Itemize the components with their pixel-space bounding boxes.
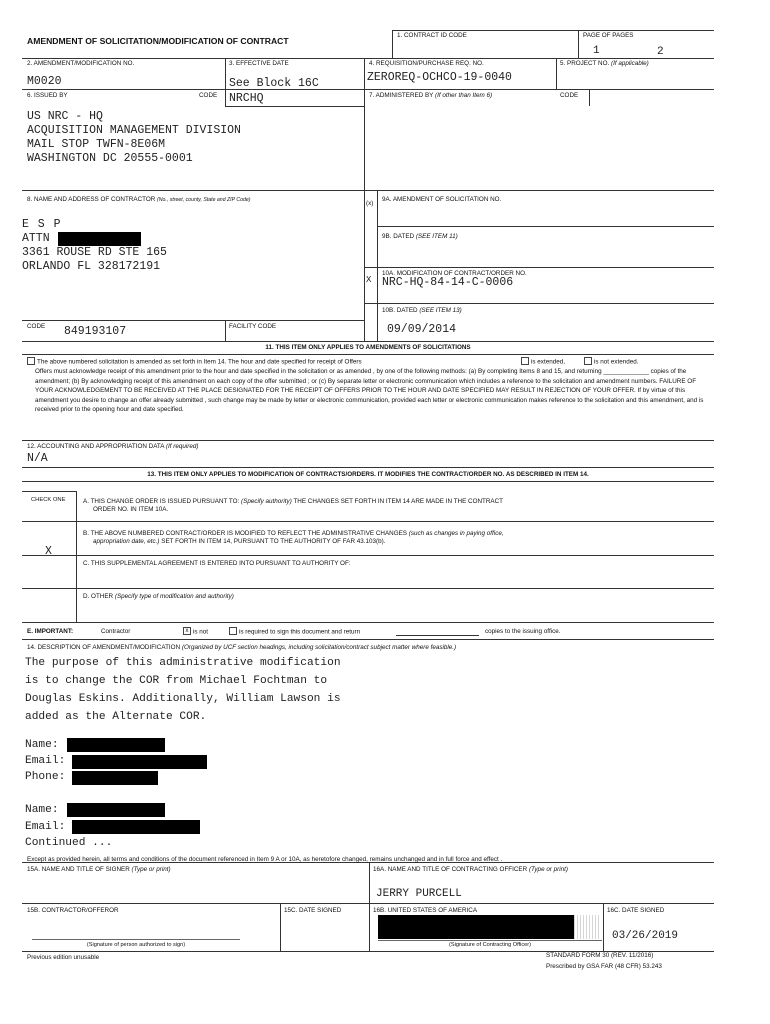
contact-name-label: Name: [25, 739, 59, 751]
item13-a-line2: ORDER NO. IN ITEM 10A. [93, 506, 169, 513]
important-copies: copies to the issuing office. [485, 628, 561, 635]
project-no-label: 5. PROJECT NO. (If applicable) [560, 60, 649, 67]
accounting-value: N/A [27, 452, 48, 465]
officer-name-value: JERRY PURCELL [376, 888, 462, 900]
item13-b-check-mark: X [45, 545, 52, 558]
item13-header: 13. THIS ITEM ONLY APPLIES TO MODIFICATION OF CONTRACTS/ORDERS. IT MODIFIES THE CONTRACT/ORDER NO. AS DESCRIBED IN ITEM 14. [147, 471, 589, 478]
description-line: Douglas Eskins. Additionally, William Lawson is [25, 693, 341, 705]
signature-field-stripes [574, 915, 600, 939]
item11-extended: is extended, [521, 358, 565, 367]
except-text: Except as provided herein, all terms and conditions of the document referenced in Item 9 A or 10A, as heretofore changed, remains unchanged and in full force and effect . [27, 856, 503, 863]
amendment-no-label: 2. AMENDMENT/MODIFICATION NO. [27, 60, 135, 67]
officer-signature-caption: (Signature of Contracting Officer) [449, 942, 531, 948]
address-line: WASHINGTON DC 20555-0001 [27, 152, 193, 165]
contact-email-label: Email: [25, 755, 66, 767]
issued-by-label: 6. ISSUED BY [27, 92, 68, 99]
amendment-no-value: M0020 [27, 75, 62, 88]
contact-phone-label: Phone: [25, 771, 66, 783]
signer-name-label: 15A. NAME AND TITLE OF SIGNER (Type or print) [27, 866, 171, 873]
address-line: US NRC - HQ [27, 110, 103, 123]
item11-not-extended: is not extended. [584, 358, 638, 367]
contact-name-label: Name: [25, 804, 59, 816]
redaction-block [72, 755, 207, 769]
address-line: ORLANDO FL 328172191 [22, 260, 161, 273]
address-line: 3361 ROUSE RD STE 165 [22, 246, 167, 259]
form-title: AMENDMENT OF SOLICITATION/MODIFICATION OF CONTRACT [27, 36, 289, 46]
important-is-not: x is not [183, 628, 208, 637]
item13-b-line2: appropriation date, etc.) SET FORTH IN ITEM 14, PURSUANT TO THE AUTHORITY OF FAR 43.103(b). [93, 538, 386, 545]
redaction-block [58, 232, 141, 246]
item13-d: D. OTHER (Specify type of modification and authority) [83, 593, 234, 600]
issued-by-code-label: CODE [199, 92, 218, 99]
contract-id-code-label: 1. CONTRACT ID CODE [397, 32, 467, 39]
important-is-required: is required to sign this document and return [229, 628, 360, 637]
item11-instructions: Offers must acknowledge receipt of this amendment prior to the hour and date specified in the solicitation or as amended , by one of the following methods: (a) By completing Items 8 and 15, and returning _____________ copies of the amendment; (b) By acknowledging receipt of this amendment on each copy of the offer submitted ; or (c) By separate letter or electronic communication which includes a reference to the solicitation and amendment numbers. FAILURE OF YOUR ACKNOWLEDGEMENT TO BE RECEIVED AT THE PLACE DESIGNATED FOR THE RECEIPT OF OFFERS PRIOR TO THE HOUR AND DATE SPECIFIED MAY RESULT IN REJECTION OF YOUR OFFER. If by virtue of this amendment you desire to change an offer already submitted , such change may be made by letter or electronic communication, provided each letter or electronic communication makes reference to the solicitation and this amendment, and is received prior to the opening hour and date specified. [35, 368, 704, 414]
item11-line: The above numbered solicitation is amended as set forth in Item 14. The hour and date specified for receipt of Offers [27, 358, 362, 367]
accounting-label: 12. ACCOUNTING AND APPROPRIATION DATA (If required) [27, 443, 199, 450]
modification-no-value: NRC-HQ-84-14-C-0006 [382, 276, 514, 289]
officer-signature-redaction [378, 915, 574, 939]
redaction-block [72, 771, 158, 785]
item13-c: C. THIS SUPPLEMENTAL AGREEMENT IS ENTERED INTO PURSUANT TO AUTHORITY OF: [83, 560, 351, 567]
redaction-block [67, 738, 165, 752]
contractor-code-label: CODE [27, 323, 46, 330]
description-line: added as the Alternate COR. [25, 711, 207, 723]
facility-code-label: FACILITY CODE [229, 323, 277, 330]
item11-amended-checkbox[interactable] [27, 357, 35, 365]
important-contractor: Contractor [101, 628, 131, 635]
address-line: E S P [22, 218, 62, 231]
standard-form-label: STANDARD FORM 30 (REV. 11/2016) [546, 952, 654, 959]
issued-by-code-value: NRCHQ [229, 92, 264, 105]
administered-by-code-label: CODE [560, 92, 579, 99]
check-one-label: CHECK ONE [31, 497, 66, 503]
requisition-label: 4. REQUISITION/PURCHASE REQ. NO. [369, 60, 484, 67]
united-states-label: 16B. UNITED STATES OF AMERICA [373, 907, 478, 914]
extended-checkbox[interactable] [521, 357, 529, 365]
item11-header: 11. THIS ITEM ONLY APPLIES TO AMENDMENTS OF SOLICITATIONS [265, 344, 471, 351]
total-pages: 2 [657, 46, 664, 58]
officer-date-label: 16C. DATE SIGNED [607, 907, 665, 914]
effective-date-value: See Block 16C [229, 77, 319, 90]
contractor-label: 8. NAME AND ADDRESS OF CONTRACTOR (No., street, county, State and ZIP Code) [27, 196, 251, 203]
address-line: ATTN [22, 232, 50, 245]
contractor-offeror-label: 15B. CONTRACTOR/OFFEROR [27, 907, 119, 914]
prescribed-by-label: Prescribed by GSA FAR (48 CFR) 53.243 [546, 963, 662, 970]
description-line: The purpose of this administrative modification [25, 657, 341, 669]
requisition-value: ZEROREQ-OCHCO-19-0040 [367, 71, 512, 84]
continued-text: Continued ... [25, 837, 113, 849]
page-number: 1 [593, 45, 600, 57]
officer-date-value: 03/26/2019 [612, 930, 679, 942]
description-label: 14. DESCRIPTION OF AMENDMENT/MODIFICATION (Organized by UCF section headings, including solicitation/contract subject matter where feasible.) [27, 644, 457, 651]
modification-no-label: 10A. MODIFICATION OF CONTRACT/ORDER NO. [382, 270, 527, 277]
modification-dated-value: 09/09/2014 [387, 323, 457, 336]
item13-a: A. THIS CHANGE ORDER IS ISSUED PURSUANT TO: (Specify authority) THE CHANGES SET FORTH IN ITEM 14 ARE MADE IN THE CONTRACT [83, 498, 504, 505]
redaction-block [72, 820, 200, 834]
address-line: ACQUISITION MANAGEMENT DIVISION [27, 124, 241, 137]
redaction-block [67, 803, 165, 817]
administered-by-label: 7. ADMINISTERED BY (If other than Item 6) [369, 92, 493, 99]
modification-dated-label: 10B. DATED (SEE ITEM 13) [382, 307, 462, 314]
is-not-checkbox[interactable]: x [183, 627, 191, 635]
previous-edition-note: Previous edition unusable [27, 954, 100, 961]
effective-date-label: 3. EFFECTIVE DATE [229, 60, 289, 67]
officer-name-label: 16A. NAME AND TITLE OF CONTRACTING OFFICER (Type or print) [373, 866, 569, 873]
solicitation-dated-label: 9B. DATED (SEE ITEM 11) [382, 233, 458, 240]
contact-email-label: Email: [25, 821, 66, 833]
page-of-pages-label: PAGE OF PAGES [583, 32, 634, 39]
contractor-date-label: 15C. DATE SIGNED [284, 907, 342, 914]
x-mark-label: (x) [366, 200, 374, 207]
contractor-code-value: 849193107 [64, 325, 127, 338]
contractor-signature-caption: (Signature of person authorized to sign) [86, 942, 186, 948]
is-required-checkbox[interactable] [229, 627, 237, 635]
not-extended-checkbox[interactable] [584, 357, 592, 365]
description-line: is to change the COR from Michael Fochtman to [25, 675, 328, 687]
modification-check-mark: X [366, 275, 372, 285]
important-label: E. IMPORTANT: [27, 628, 74, 635]
solicitation-no-label: 9A. AMENDMENT OF SOLICITATION NO. [382, 196, 502, 203]
address-line: MAIL STOP TWFN-8E06M [27, 138, 166, 151]
item13-b: B. THE ABOVE NUMBERED CONTRACT/ORDER IS MODIFIED TO REFLECT THE ADMINISTRATIVE CHANGES (such as changes in paying office, [83, 530, 504, 537]
